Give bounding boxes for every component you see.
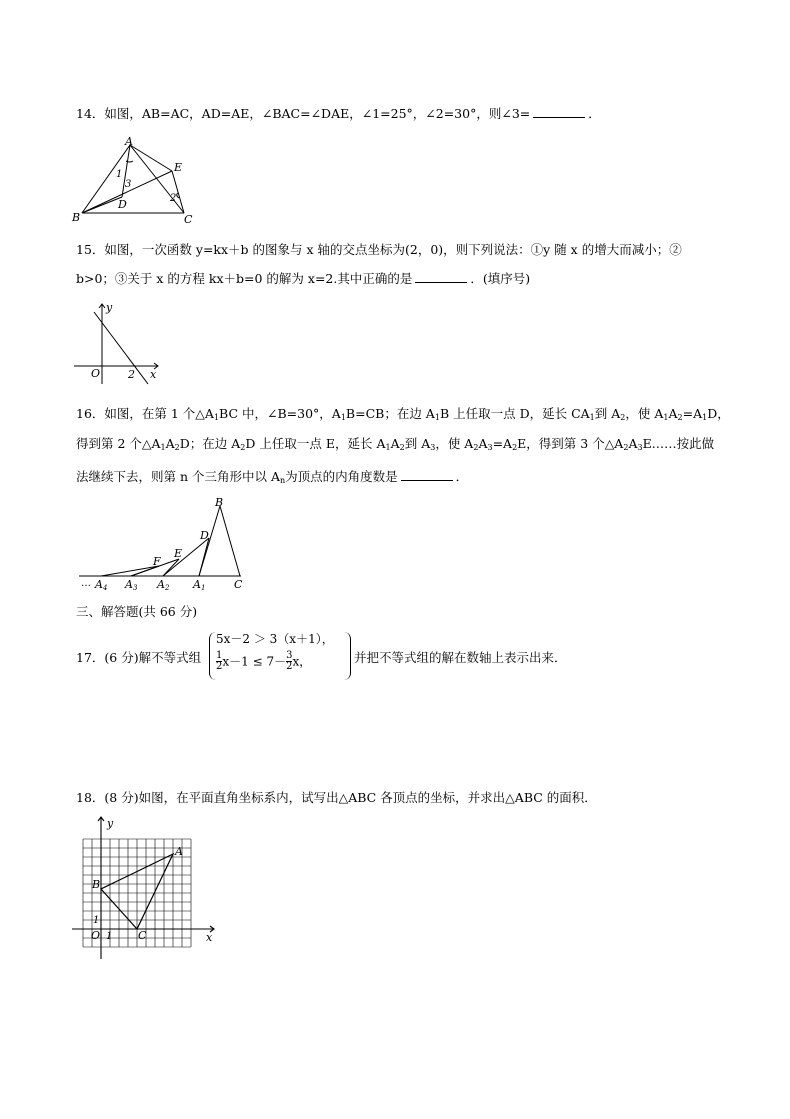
q16-label-C: C (234, 578, 243, 591)
q17-left-brace (209, 632, 216, 680)
q15-line1: 15．如图，一次函数 y=kx＋b 的图象与 x 轴的交点坐标为(2，0)，则下列说法：①y 随 x 的增大而减小；② (76, 242, 682, 257)
q18-axis-x: x (206, 931, 213, 944)
q14-suffix: ． (588, 106, 601, 121)
section3-heading: 三、解答题(共 66 分) (76, 604, 198, 619)
q14-angle-1: 1 (116, 169, 123, 180)
q16-answer-blank[interactable] (401, 468, 453, 481)
q16-label-F: F (153, 555, 161, 568)
q18-label-A: A (175, 845, 183, 858)
q17-suffix: 并把不等式组的解在数轴上表示出来． (354, 650, 567, 665)
q16-label-A4: A4 (95, 578, 108, 592)
q16-line1: 16．如图，在第 1 个$\triangle A_1BC$ 中，∠B=30°，$A_1B=CB$；在边 $A_1B$ 上任取一点 D，延长 $CA_1$到 $A_2$，使 $A_1A_2=A_1D$， (76, 406, 730, 422)
q16-figure (75, 494, 250, 592)
q17-inequality-2: $\frac{1}{2}$ x－1 ≤ 7－ $\frac{3}{2}$ x， (216, 650, 312, 672)
q18-grid-figure (72, 815, 222, 960)
q14-prefix: 14．如图，AB=AC，AD=AE，∠BAC=∠DAE，∠1=25°，∠2=30°，则∠3= (76, 106, 531, 121)
q17-prefix: 17．(6 分)解不等式组 (76, 650, 202, 665)
q15-intercept-2: 2 (128, 368, 135, 381)
q15-origin: O (91, 367, 101, 380)
q15-axis-y: y (106, 301, 113, 314)
q14-label-E: E (174, 161, 183, 174)
q14-label-A: A (125, 135, 133, 148)
q18-label-C: C (138, 929, 147, 942)
q14-answer-blank[interactable] (533, 105, 585, 118)
q14-angle-3: 3 (125, 179, 132, 190)
q16-ellipsis: … (81, 578, 91, 589)
q16-label-E: E (174, 547, 183, 560)
q15-line2 (76, 270, 530, 287)
q16-label-D: D (200, 529, 209, 542)
q15-figure (70, 298, 170, 388)
q15-line2-prefix: b>0；③关于 x 的方程 kx＋b=0 的解为 x=2.其中正确的是 (76, 271, 413, 286)
q18-origin: O (91, 929, 101, 942)
q18-axis-y: y (107, 817, 114, 830)
q15-line2-suffix: ．(填序号) (470, 271, 531, 286)
q17-inequality-1: 5x－2 ＞ 3（x＋1）， (216, 632, 334, 646)
q16-label-A2: A2 (157, 578, 170, 592)
q16-label-A3: A3 (125, 578, 138, 592)
q18-label-B: B (92, 878, 101, 891)
q14-angle-2: 2 (170, 193, 177, 204)
q18-unit-x: 1 (106, 931, 113, 942)
q15-answer-blank[interactable] (415, 270, 467, 283)
q14-label-D: D (118, 198, 127, 211)
q14-label-B: B (72, 211, 81, 224)
q16-line3: 法继续下去，则第 n 个三角形中以 $A_n$为顶点的内角度数是 ． (76, 469, 469, 485)
q14-text (76, 105, 601, 122)
q18-unit-y: 1 (93, 915, 100, 926)
q15-axis-x: x (150, 368, 157, 381)
q17-right-brace (344, 632, 351, 680)
q18-text: 18．(8 分)如图，在平面直角坐标系内，试写出△ABC 各顶点的坐标，并求出△ABC 的面积． (76, 790, 597, 805)
q14-figure (70, 135, 200, 225)
q16-line2: 得到第 2 个$\triangle A_1A_2D$；在边 $A_2D$ 上任取一点 E，延长 $A_1A_2$到 $A_3$，使 $A_2A_3=A_2E$，得到第 3 个$\triangle A_2A_3E\dots\dots$按此做 (76, 436, 715, 452)
q16-label-A1: A1 (193, 578, 206, 592)
q16-label-B: B (215, 496, 224, 509)
q14-label-C: C (184, 213, 193, 225)
